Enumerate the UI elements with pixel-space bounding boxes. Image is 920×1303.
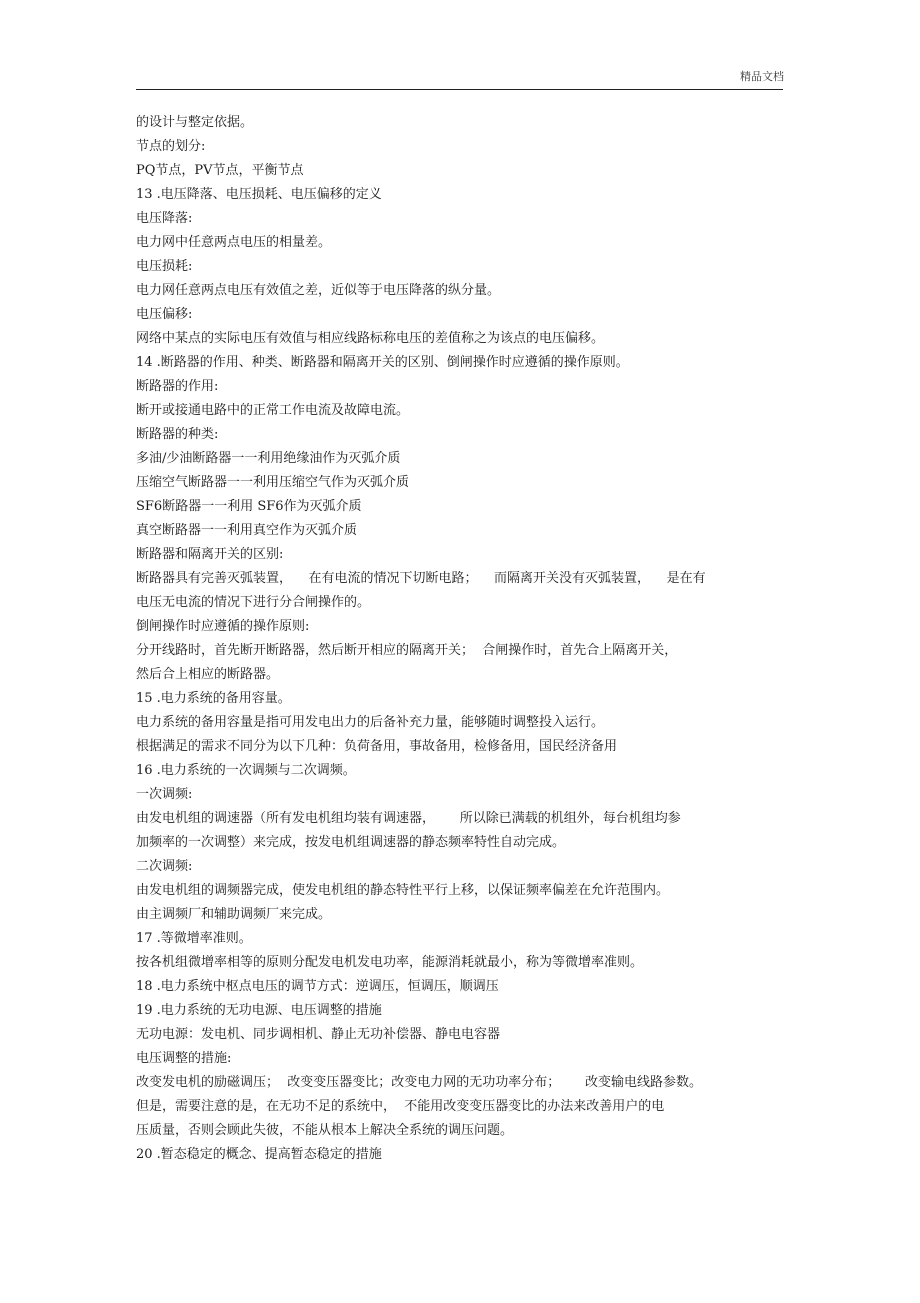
- text-line: 节点的划分:: [136, 139, 206, 154]
- text-line: 的设计与整定依据。: [136, 115, 254, 130]
- text-line: 14 .断路器的作用、种类、断路器和隔离开关的区别、倒闸操作时应遵循的操作原则。: [136, 355, 629, 370]
- text-line: 分开线路时，首先断开断路器，然后断开相应的隔离开关； 合闸操作时，首先合上隔离开关，: [136, 643, 678, 658]
- text-line: 电压损耗:: [136, 259, 193, 274]
- text-line: 多油/少油断路器一一利用绝缘油作为灭弧介质: [136, 451, 401, 466]
- text-line: 然后合上相应的断路器。: [136, 667, 280, 682]
- text-line: 20 .暂态稳定的概念、提高暂态稳定的措施: [136, 1147, 382, 1162]
- text-line: 17 .等微增率准则。: [136, 931, 252, 946]
- text-line: 真空断路器一一利用真空作为灭弧介质: [136, 523, 358, 538]
- text-line: 按各机组微增率相等的原则分配发电机发电功率，能源消耗就最小，称为等微增率准则。: [136, 955, 644, 970]
- text-line: 断开或接通电路中的正常工作电流及故障电流。: [136, 403, 410, 418]
- text-line: 18 .电力系统中枢点电压的调节方式：逆调压，恒调压，顺调压: [136, 979, 499, 994]
- text-line: 由发电机组的调速器（所有发电机组均装有调速器， 所以除已满载的机组外，每台机组均参: [136, 811, 681, 826]
- text-line: 电压无电流的情况下进行分合闸操作的。: [136, 595, 371, 610]
- text-line: 电压调整的措施:: [136, 1051, 232, 1066]
- text-line: 电压降落:: [136, 211, 193, 226]
- document-body: [136, 111, 786, 1167]
- text-line: 一次调频:: [136, 787, 193, 802]
- text-line: 二次调频:: [136, 859, 193, 874]
- text-line: 断路器和隔离开关的区别:: [136, 547, 284, 562]
- text-line: 但是，需要注意的是，在无功不足的系统中， 不能用改变变压器变比的办法来改善用户的电: [136, 1099, 665, 1114]
- text-line: 电力网任意两点电压有效值之差，近似等于电压降落的纵分量。: [136, 283, 501, 298]
- text-line: 断路器的种类:: [136, 427, 219, 442]
- text-line: 电压偏移:: [136, 307, 193, 322]
- header-rule: [136, 89, 783, 90]
- text-line: 13 .电压降落、电压损耗、电压偏移的定义: [136, 187, 382, 202]
- text-line: 16 .电力系统的一次调频与二次调频。: [136, 763, 356, 778]
- text-line: 15 .电力系统的备用容量。: [136, 691, 291, 706]
- text-line: PQ节点，PV节点，平衡节点: [136, 163, 304, 178]
- text-line: 倒闸操作时应遵循的操作原则:: [136, 619, 310, 634]
- text-line: SF6断路器一一利用 SF6作为灭弧介质: [136, 499, 362, 514]
- text-line: 断路器的作用:: [136, 379, 219, 394]
- text-line: 19 .电力系统的无功电源、电压调整的措施: [136, 1003, 382, 1018]
- text-line: 由发电机组的调频器完成，使发电机组的静态特性平行上移，以保证频率偏差在允许范围内。: [136, 883, 670, 898]
- text-line: 断路器具有完善灭弧装置， 在有电流的情况下切断电路； 而隔离开关没有灭弧装置， 是在有: [136, 571, 706, 586]
- text-line: 由主调频厂和辅助调频厂来完成。: [136, 907, 332, 922]
- text-line: 压缩空气断路器一一利用压缩空气作为灭弧介质: [136, 475, 410, 490]
- text-line: 网络中某点的实际电压有效值与相应线路标称电压的差值称之为该点的电压偏移。: [136, 331, 605, 346]
- text-line: 无功电源：发电机、同步调相机、静止无功补偿器、静电电容器: [136, 1027, 501, 1042]
- text-line: 电力系统的备用容量是指可用发电出力的后备补充力量，能够随时调整投入运行。: [136, 715, 605, 730]
- header-label: 精品文档: [740, 70, 784, 83]
- text-line: 压质量，否则会顾此失彼，不能从根本上解决全系统的调压问题。: [136, 1123, 514, 1138]
- text-line: 电力网中任意两点电压的相量差。: [136, 235, 332, 250]
- text-line: 加频率的一次调整）来完成，按发电机组调速器的静态频率特性自动完成。: [136, 835, 566, 850]
- text-line: 改变发电机的励磁调压； 改变变压器变比；改变电力网的无功功率分布； 改变输电线路参数。: [136, 1075, 703, 1090]
- text-line: 根据满足的需求不同分为以下几种：负荷备用，事故备用，检修备用，国民经济备用: [136, 739, 618, 754]
